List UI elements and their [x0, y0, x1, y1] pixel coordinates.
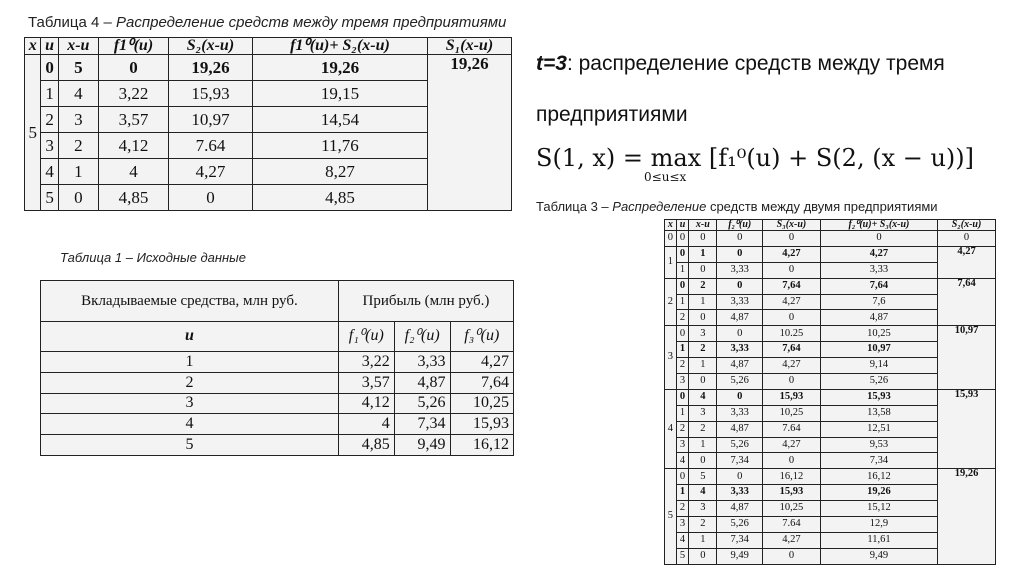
table-cell: 7,6 — [820, 294, 937, 310]
x-cell: 3 — [665, 326, 677, 390]
table-cell: 3 — [676, 374, 688, 390]
table4-header-cell: u — [41, 38, 58, 55]
table-cell: 11,76 — [252, 133, 427, 159]
table-cell: 2 — [41, 372, 339, 393]
table3-header-cell: f₂⁰(u)+ S₃(x-u) — [820, 220, 937, 231]
table-cell: 15,93 — [762, 485, 820, 501]
table-cell: 19,26 — [820, 485, 937, 501]
table3-header-cell: u — [676, 220, 688, 231]
table-cell: 7,34 — [820, 453, 937, 469]
table4-header-cell: x — [25, 38, 41, 55]
table-cell: 0 — [820, 231, 937, 247]
table-cell: 19,26 — [168, 55, 252, 81]
table-cell: 1 — [689, 532, 717, 548]
table-cell: 2 — [676, 310, 688, 326]
table-cell: 5,26 — [820, 374, 937, 390]
table-cell: 0 — [762, 453, 820, 469]
table-cell: 4,27 — [762, 358, 820, 374]
table-cell: 0 — [717, 389, 763, 405]
s1-cell: 19,26 — [427, 55, 511, 211]
table-cell: 2 — [689, 342, 717, 358]
table-cell: 4 — [676, 453, 688, 469]
table-cell: 0 — [689, 310, 717, 326]
table4-header-cell: S₁(x-u) — [427, 38, 511, 55]
table-cell: 2 — [676, 358, 688, 374]
table-cell: 4,27 — [820, 246, 937, 262]
table-cell: 4,85 — [99, 185, 169, 211]
table4-header-cell: f1⁰(u)+ S₂(x-u) — [252, 38, 427, 55]
table-cell: 3,33 — [394, 351, 450, 372]
table-cell: 7.64 — [762, 517, 820, 533]
table-cell: 1 — [676, 405, 688, 421]
slide-heading — [536, 52, 945, 76]
table-cell: 0 — [762, 262, 820, 278]
table-cell: 0 — [676, 389, 688, 405]
table-cell: 0 — [717, 246, 763, 262]
table-cell: 5 — [689, 469, 717, 485]
table-row — [665, 389, 996, 405]
table-cell: 1 — [676, 485, 688, 501]
table-cell: 1 — [689, 246, 717, 262]
table-cell: 0 — [762, 548, 820, 564]
table-cell: 15,93 — [168, 81, 252, 107]
table4 — [24, 37, 512, 211]
table-cell: 7,34 — [717, 532, 763, 548]
table-cell: 2 — [689, 517, 717, 533]
table-cell: 0 — [689, 262, 717, 278]
table-cell: 4,27 — [762, 532, 820, 548]
table-cell: 2 — [689, 421, 717, 437]
x-cell: 0 — [665, 231, 677, 247]
table-cell: 3,22 — [99, 81, 169, 107]
table-cell: 4,27 — [762, 437, 820, 453]
table-cell: 11,61 — [820, 532, 937, 548]
table-row — [41, 372, 514, 393]
formula-subscript: 0≤u≤x — [644, 170, 687, 184]
s2-cell: 4,27 — [938, 246, 996, 278]
table-cell: 0 — [689, 453, 717, 469]
table-cell: 4,87 — [717, 501, 763, 517]
table3-caption-prefix: Таблица 3 – — [536, 199, 609, 214]
table-cell: 12,9 — [820, 517, 937, 533]
s2-cell: 10,97 — [938, 326, 996, 390]
table-cell: 4,87 — [717, 358, 763, 374]
table-cell: 5 — [41, 435, 339, 456]
table-cell: 0 — [689, 231, 717, 247]
table-cell: 0 — [717, 278, 763, 294]
heading-line2: предприятиями — [536, 103, 688, 126]
x-cell: 2 — [665, 278, 677, 326]
table3-grid — [664, 219, 996, 565]
table-cell: 9,49 — [717, 548, 763, 564]
table3 — [664, 219, 996, 565]
table-cell: 10.25 — [762, 326, 820, 342]
table-cell: 3,33 — [717, 294, 763, 310]
heading-line1: : распределение средств между тремя — [566, 52, 945, 75]
profit-subheader: f₂⁰(u) — [394, 322, 450, 352]
table-cell: 3 — [689, 326, 717, 342]
table-cell: 5,26 — [717, 517, 763, 533]
table-row — [41, 351, 514, 372]
table-cell: 10,97 — [820, 342, 937, 358]
table-cell: 1 — [58, 159, 98, 185]
table-cell: 8,27 — [252, 159, 427, 185]
table-cell: 13,58 — [820, 405, 937, 421]
table-cell: 0 — [762, 374, 820, 390]
table-cell: 7.64 — [168, 133, 252, 159]
table-cell: 0 — [689, 548, 717, 564]
table-cell: 5,26 — [394, 393, 450, 414]
table1-caption — [60, 250, 246, 265]
table-row — [41, 393, 514, 414]
table-cell: 5,26 — [717, 437, 763, 453]
table-cell: 5,26 — [717, 374, 763, 390]
table-cell: 10,25 — [762, 501, 820, 517]
table1 — [40, 280, 514, 456]
table-cell: 3,33 — [717, 342, 763, 358]
table-cell: 15,93 — [450, 414, 513, 435]
table4-caption-title: Распределение средств между тремя предприятиями — [116, 14, 507, 31]
table-cell: 2 — [676, 421, 688, 437]
table-cell: 1 — [689, 437, 717, 453]
table-cell: 12,51 — [820, 421, 937, 437]
table-cell: 4,87 — [717, 421, 763, 437]
table3-header-cell: f₂⁰(u) — [717, 220, 763, 231]
table4-header-row — [25, 38, 512, 55]
table-cell: 7,34 — [717, 453, 763, 469]
table3-caption — [536, 199, 938, 214]
table4-caption-prefix: Таблица 4 – — [28, 14, 112, 31]
table-cell: 2 — [676, 501, 688, 517]
table4-header-cell: x-u — [58, 38, 98, 55]
table-cell: 1 — [676, 294, 688, 310]
table-cell: 3,33 — [820, 262, 937, 278]
table3-header-cell: x-u — [689, 220, 717, 231]
table-cell: 9,49 — [394, 435, 450, 456]
table-cell: 3 — [676, 437, 688, 453]
table-row — [41, 435, 514, 456]
table-cell: 0 — [717, 231, 763, 247]
table-cell: 3,57 — [99, 107, 169, 133]
table-cell: 0 — [676, 246, 688, 262]
table-cell: 2 — [58, 133, 98, 159]
table-row — [665, 278, 996, 294]
table-cell: 0 — [676, 278, 688, 294]
table-cell: 4 — [689, 389, 717, 405]
table1-caption-title: Исходные данные — [136, 250, 246, 265]
table1-subheader-row — [41, 322, 514, 352]
table-cell: 7,34 — [394, 414, 450, 435]
table-cell: 0 — [41, 55, 58, 81]
table-cell: 3 — [41, 133, 58, 159]
table-cell: 3 — [689, 405, 717, 421]
table3-header-cell: S₂(x-u) — [938, 220, 996, 231]
table-cell: 4 — [99, 159, 169, 185]
table3-caption-rest: средств между двумя предприятиями — [709, 199, 938, 214]
table-cell: 0 — [762, 310, 820, 326]
table-cell: 3,33 — [717, 485, 763, 501]
u-header: u — [41, 322, 339, 352]
table-cell: 4 — [58, 81, 98, 107]
table-row — [665, 231, 996, 247]
table-cell: 2 — [689, 278, 717, 294]
table-cell: 1 — [41, 81, 58, 107]
table-cell: 4,87 — [394, 372, 450, 393]
table-cell: 0 — [689, 374, 717, 390]
table-cell: 9,49 — [820, 548, 937, 564]
s2-cell: 0 — [938, 231, 996, 247]
table-cell: 3 — [689, 501, 717, 517]
table-cell: 0 — [58, 185, 98, 211]
table-cell: 15,93 — [762, 389, 820, 405]
table-cell: 0 — [676, 231, 688, 247]
table-cell: 3,57 — [338, 372, 394, 393]
table-cell: 10,25 — [450, 393, 513, 414]
s2-cell: 19,26 — [938, 469, 996, 565]
x-cell: 5 — [665, 469, 677, 565]
table-cell: 5 — [58, 55, 98, 81]
table-cell: 10,97 — [168, 107, 252, 133]
table-cell: 0 — [717, 326, 763, 342]
table-cell: 4,87 — [717, 310, 763, 326]
table-cell: 4,27 — [450, 351, 513, 372]
table-cell: 4,12 — [338, 393, 394, 414]
table-cell: 5 — [41, 185, 58, 211]
s2-cell: 7,64 — [938, 278, 996, 326]
table-cell: 4 — [41, 414, 339, 435]
table-cell: 16,12 — [762, 469, 820, 485]
table-cell: 2 — [41, 107, 58, 133]
table-row — [665, 469, 996, 485]
table-cell: 16,12 — [820, 469, 937, 485]
table3-header-row — [665, 220, 996, 231]
table-cell: 0 — [676, 326, 688, 342]
table-row — [665, 246, 996, 262]
table-cell: 4 — [676, 532, 688, 548]
table-row — [41, 414, 514, 435]
table-cell: 1 — [41, 351, 339, 372]
table-cell: 4,27 — [762, 246, 820, 262]
x-cell: 1 — [665, 246, 677, 278]
table-cell: 4,85 — [252, 185, 427, 211]
table-row — [665, 326, 996, 342]
table1-grid — [40, 280, 514, 456]
table4-caption — [28, 14, 506, 31]
profit-header: Прибыль (млн руб.) — [338, 281, 513, 322]
table-cell: 9,53 — [820, 437, 937, 453]
table-cell: 1 — [676, 342, 688, 358]
table4-grid — [24, 37, 512, 211]
table-cell: 1 — [676, 262, 688, 278]
s2-cell: 15,93 — [938, 389, 996, 468]
table4-header-cell: S₂(x-u) — [168, 38, 252, 55]
table-cell: 3,33 — [717, 262, 763, 278]
table-cell: 15,12 — [820, 501, 937, 517]
x-cell: 5 — [25, 55, 41, 211]
table-cell: 0 — [168, 185, 252, 211]
table-cell: 0 — [717, 469, 763, 485]
table-cell: 1 — [689, 358, 717, 374]
table-cell: 16,12 — [450, 435, 513, 456]
table-cell: 9,14 — [820, 358, 937, 374]
table-cell: 3,22 — [338, 351, 394, 372]
table-row — [25, 55, 512, 81]
table-cell: 4,85 — [338, 435, 394, 456]
table-cell: 19,15 — [252, 81, 427, 107]
table-cell: 5 — [676, 548, 688, 564]
table4-header-cell: f1⁰(u) — [99, 38, 169, 55]
table-cell: 4 — [41, 159, 58, 185]
table-cell: 4 — [338, 414, 394, 435]
table-cell: 0 — [676, 469, 688, 485]
table-cell: 15,93 — [820, 389, 937, 405]
table3-header-cell: x — [665, 220, 677, 231]
table1-caption-prefix: Таблица 1 – — [60, 250, 133, 265]
table-cell: 3 — [58, 107, 98, 133]
table-cell: 4,12 — [99, 133, 169, 159]
table-cell: 7,64 — [450, 372, 513, 393]
table-cell: 4,87 — [820, 310, 937, 326]
bellman-formula: S(1, x) = max [f₁⁰(u) + S(2, (x − u))] — [536, 144, 975, 172]
table-cell: 0 — [99, 55, 169, 81]
table-cell: 7,64 — [820, 278, 937, 294]
table-cell: 3,33 — [717, 405, 763, 421]
table-cell: 19,26 — [252, 55, 427, 81]
table-cell: 7.64 — [762, 421, 820, 437]
table-cell: 3 — [41, 393, 339, 414]
table-cell: 3 — [676, 517, 688, 533]
table-cell: 10,25 — [762, 405, 820, 421]
x-cell: 4 — [665, 389, 677, 468]
t-label: t=3 — [536, 52, 567, 75]
profit-subheader: f₃⁰(u) — [450, 322, 513, 352]
table-cell: 10,25 — [820, 326, 937, 342]
invest-header: Вкладываемые средства, млн руб. — [41, 281, 339, 322]
table-cell: 1 — [689, 294, 717, 310]
table-cell: 7,64 — [762, 278, 820, 294]
table-cell: 4 — [689, 485, 717, 501]
table-cell: 4,27 — [168, 159, 252, 185]
table-cell: 4,27 — [762, 294, 820, 310]
table-cell: 7,64 — [762, 342, 820, 358]
table3-header-cell: S₃(x-u) — [762, 220, 820, 231]
table-cell: 0 — [762, 231, 820, 247]
table3-caption-italic: Распределение — [612, 199, 707, 214]
table-cell: 14,54 — [252, 107, 427, 133]
table1-header-row — [41, 281, 514, 322]
profit-subheader: f₁⁰(u) — [338, 322, 394, 352]
